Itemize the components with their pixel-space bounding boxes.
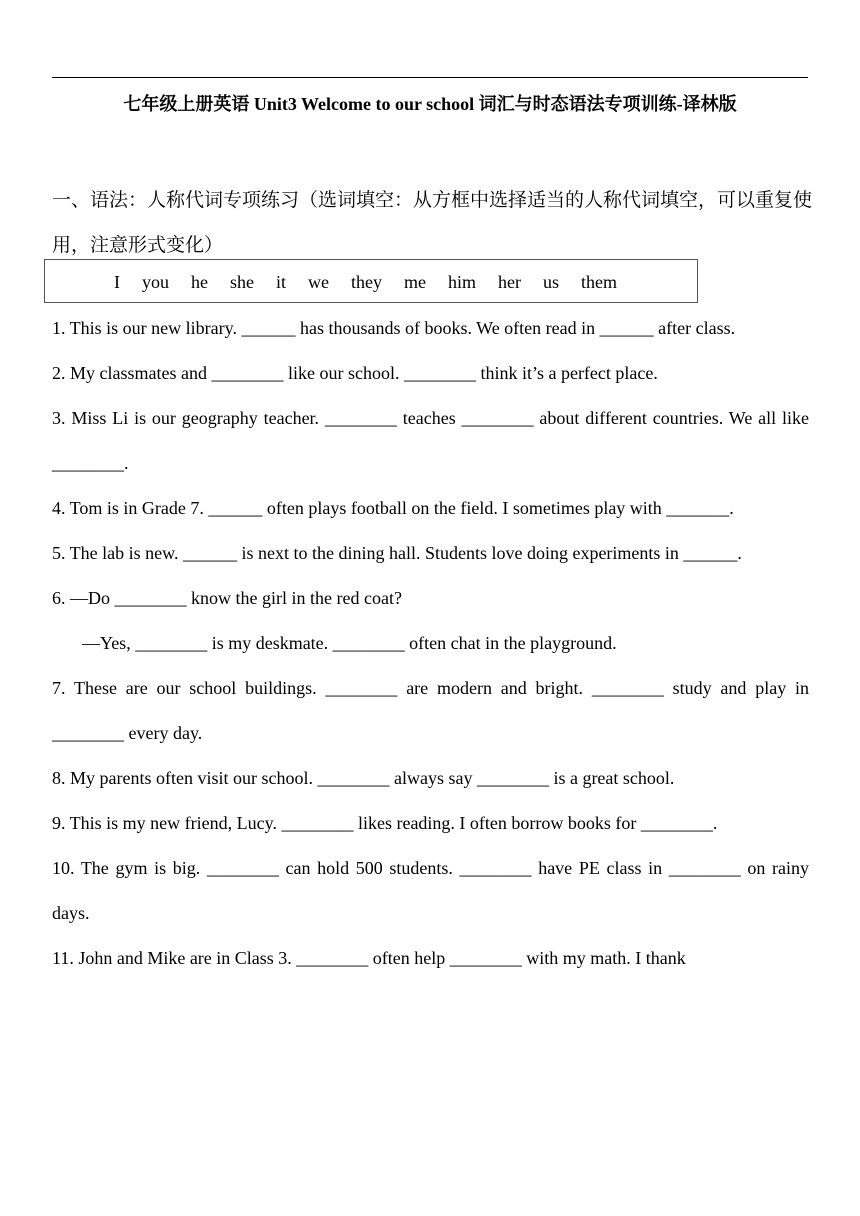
question-1: 1. This is our new library. ______ has thousands of books. We often read in ______ after class.	[52, 318, 736, 338]
question-11: 11. John and Mike are in Class 3. ________ often help ________ with my math. I thank	[52, 948, 686, 968]
word-bank-item: her	[498, 271, 522, 292]
question-4: 4. Tom is in Grade 7. ______ often plays football on the field. I sometimes play with _______.	[52, 498, 734, 518]
word-bank-item: she	[230, 271, 254, 292]
word-bank-row	[45, 260, 766, 304]
word-bank-item: me	[404, 271, 427, 292]
word-bank-box	[44, 259, 698, 303]
word-bank-item: he	[191, 271, 208, 292]
section-heading: 一、语法：人称代词专项练习（选词填空：从方框中选择适当的人称代词填空，可以重复使用，注意形式变化）	[52, 189, 813, 256]
document-title: 七年级上册英语 Unit3 Welcome to our school 词汇与时态语法专项训练-译林版	[123, 94, 737, 114]
word-bank-item: you	[142, 271, 169, 292]
question-9: 9. This is my new friend, Lucy. ________ likes reading. I often borrow books for ________.	[52, 813, 718, 833]
question-6: 6. —Do ________ know the girl in the red coat?	[52, 588, 402, 608]
question-10: 10. The gym is big. ________ can hold 500 students. ________ have PE class in ________ on rainy days.	[52, 858, 809, 923]
question-8: 8. My parents often visit our school. ________ always say ________ is a great school.	[52, 768, 675, 788]
word-bank-item: they	[351, 271, 383, 292]
question-5: 5. The lab is new. ______ is next to the dining hall. Students love doing experiments in ______.	[52, 543, 742, 563]
top-rule	[52, 77, 808, 78]
word-bank-item: I	[114, 271, 120, 292]
word-bank-item: them	[581, 271, 618, 292]
word-bank-item: us	[543, 271, 560, 292]
question-6-reply: —Yes, ________ is my deskmate. ________ often chat in the playground.	[82, 633, 617, 653]
question-7: 7. These are our school buildings. ________ are modern and bright. ________ study and play in ________ every day.	[52, 678, 809, 743]
question-3: 3. Miss Li is our geography teacher. ________ teaches ________ about different countries. We all like ________.	[52, 408, 809, 473]
question-list	[52, 306, 809, 981]
word-bank-item: it	[276, 271, 287, 292]
word-bank-item: we	[308, 271, 330, 292]
question-2: 2. My classmates and ________ like our school. ________ think it’s a perfect place.	[52, 363, 658, 383]
word-bank-item: him	[448, 271, 477, 292]
